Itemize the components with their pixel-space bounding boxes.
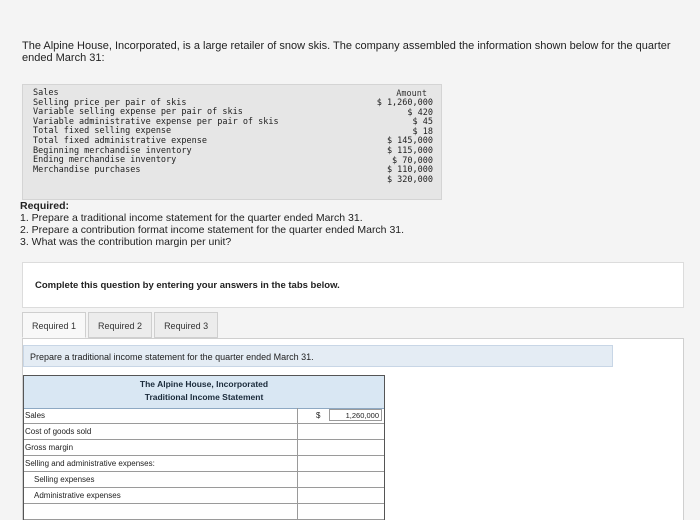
prompt-bar bbox=[23, 345, 613, 367]
required-section bbox=[20, 200, 680, 248]
given-amount: $ 70,000 bbox=[392, 155, 433, 166]
intro-line-2: ended March 31: bbox=[22, 52, 105, 64]
given-amount: $ 420 bbox=[407, 107, 433, 118]
given-amount: $ 1,260,000 bbox=[376, 98, 433, 108]
row-label[interactable]: Sales bbox=[24, 408, 298, 423]
prompt-text: Prepare a traditional income statement for the quarter ended March 31. bbox=[30, 352, 314, 362]
admin-amount-cell[interactable] bbox=[300, 488, 384, 503]
given-labels bbox=[33, 89, 279, 175]
selling-amount-cell[interactable] bbox=[300, 472, 384, 487]
amount-column-header: Amount bbox=[396, 89, 427, 99]
gross-margin-amount-cell[interactable] bbox=[300, 440, 384, 455]
given-label: Total fixed selling expense bbox=[33, 126, 172, 137]
tab-required-2[interactable]: Required 2 bbox=[88, 312, 152, 338]
row-label[interactable]: Cost of goods sold bbox=[24, 424, 298, 439]
required-item: 1. Prepare a traditional income statement for the quarter ended March 31. bbox=[20, 212, 363, 224]
required-item: 2. Prepare a contribution format income statement for the quarter ended March 31. bbox=[20, 224, 405, 236]
statement-company: The Alpine House, Incorporated bbox=[139, 379, 269, 389]
statement-row-blank bbox=[24, 504, 384, 520]
blank-amount-cell[interactable] bbox=[300, 504, 384, 519]
row-label[interactable]: Gross margin bbox=[24, 440, 298, 455]
instructions-box bbox=[22, 262, 684, 308]
requirement-tabs bbox=[22, 312, 220, 338]
given-label: Total fixed administrative expense bbox=[33, 135, 207, 146]
statement-row-cogs bbox=[24, 424, 384, 440]
sga-amount-cell[interactable] bbox=[300, 456, 384, 471]
given-amount: $ 320,000 bbox=[386, 174, 433, 185]
statement-header bbox=[24, 376, 384, 409]
given-label: Ending merchandise inventory bbox=[33, 155, 177, 166]
given-label: Merchandise purchases bbox=[33, 164, 141, 175]
given-label: Selling price per pair of skis bbox=[33, 97, 187, 108]
given-label: Beginning merchandise inventory bbox=[33, 145, 192, 156]
required-item: 3. What was the contribution margin per unit? bbox=[20, 236, 232, 248]
given-label: Variable selling expense per pair of skis bbox=[33, 107, 243, 118]
income-statement bbox=[23, 375, 385, 520]
row-label[interactable]: Administrative expenses bbox=[24, 488, 298, 503]
required-heading: Required: bbox=[20, 200, 70, 212]
row-label[interactable]: Selling expenses bbox=[24, 472, 298, 487]
intro-line-1: The Alpine House, Incorporated, is a large retailer of snow skis. The company assembled the information shown below for the quarter bbox=[22, 40, 671, 52]
given-amount: $ 115,000 bbox=[386, 145, 433, 156]
tab-required-3[interactable]: Required 3 bbox=[154, 312, 218, 338]
cogs-amount-cell[interactable] bbox=[300, 424, 384, 439]
statement-row-gross-margin bbox=[24, 440, 384, 456]
instructions-text: Complete this question by entering your answers in the tabs below. bbox=[35, 280, 340, 291]
statement-row-sales bbox=[24, 408, 384, 424]
given-label: Variable administrative expense per pair of skis bbox=[33, 116, 279, 127]
given-data-table bbox=[22, 84, 442, 200]
given-label: Sales bbox=[33, 88, 59, 98]
problem-intro bbox=[22, 40, 682, 64]
given-amount: $ 45 bbox=[412, 117, 433, 128]
statement-title: Traditional Income Statement bbox=[144, 392, 264, 402]
dollar-sign: $ bbox=[316, 411, 321, 420]
row-label-blank[interactable] bbox=[24, 504, 298, 519]
given-amount: $ 145,000 bbox=[386, 136, 433, 147]
statement-row-sga-heading bbox=[24, 456, 384, 472]
given-amounts bbox=[377, 99, 433, 185]
statement-row-admin bbox=[24, 488, 384, 504]
given-amount: $ 18 bbox=[412, 126, 433, 137]
sales-amount-input[interactable] bbox=[329, 409, 382, 421]
tab-required-1[interactable]: Required 1 bbox=[22, 312, 86, 338]
statement-row-selling bbox=[24, 472, 384, 488]
tab-content bbox=[22, 338, 684, 520]
row-label[interactable]: Selling and administrative expenses: bbox=[24, 456, 298, 471]
given-amount: $ 110,000 bbox=[386, 165, 433, 176]
